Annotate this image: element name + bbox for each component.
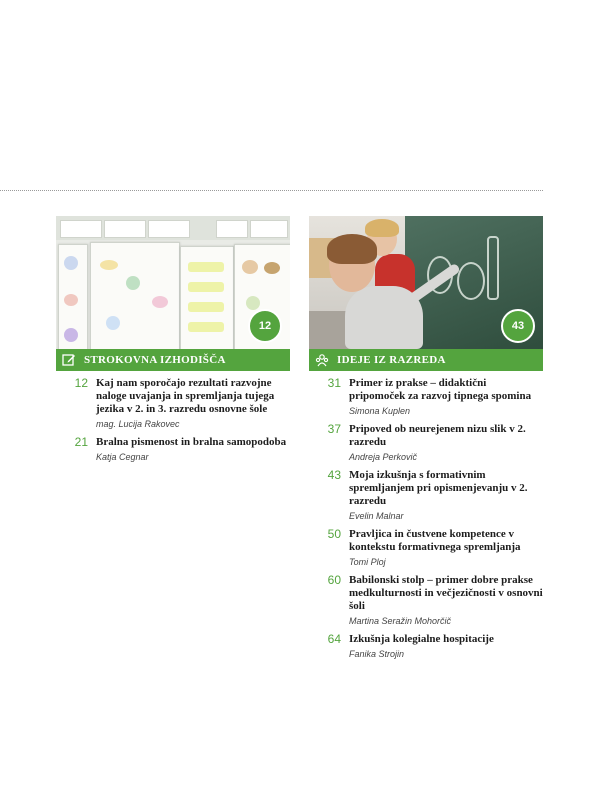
classroom-photo (309, 216, 543, 349)
worksheets-photo (56, 216, 290, 349)
article-author: Katja Cegnar (96, 452, 149, 462)
page-badge: 43 (501, 309, 535, 343)
section-title: STROKOVNA IZHODIŠČA (84, 354, 226, 366)
section-header (309, 349, 543, 371)
page-number: 43 (327, 468, 341, 482)
edit-icon (62, 353, 76, 367)
article-title: Kaj nam sporočajo rezultati razvojne naloge uvajanja in spremljanja tujega jezika v 2. in 3. razredu osnovne šole (96, 377, 275, 415)
article-author: Andreja Perkovič (349, 452, 418, 462)
article-title: Izkušnja kolegialne hospitacije (349, 633, 494, 645)
article-author: Tomi Ploj (349, 557, 386, 567)
toc-entry[interactable] (309, 377, 543, 416)
section-strokovna-izhodisca (56, 216, 290, 469)
page-badge: 12 (248, 309, 282, 343)
page-number: 21 (74, 435, 88, 449)
toc-entry[interactable] (309, 528, 543, 567)
page-number: 64 (327, 632, 341, 646)
article-author: Fanika Strojin (349, 649, 405, 659)
page-number: 12 (74, 376, 88, 390)
page-number: 37 (327, 422, 341, 436)
group-icon (315, 353, 329, 367)
section-header (56, 349, 290, 371)
article-author: Simona Kuplen (349, 406, 411, 416)
article-title: Babilonski stolp – primer dobre prakse medkulturnosti in večjezičnosti v osnovni šoli (349, 574, 543, 612)
toc-entry[interactable] (56, 377, 290, 429)
article-author: Martina Seražin Mohorčič (349, 616, 452, 626)
toc-entry[interactable] (309, 574, 543, 626)
toc-entry[interactable] (309, 469, 543, 521)
section-ideje-iz-razreda (309, 216, 543, 666)
toc-entry[interactable] (56, 436, 290, 462)
toc-entry[interactable] (309, 423, 543, 462)
article-title: Pripoved ob neurejenem nizu slik v 2. razredu (349, 423, 526, 448)
article-title: Bralna pismenost in bralna samopodoba (96, 436, 287, 448)
page-number: 31 (327, 376, 341, 390)
article-author: Evelin Malnar (349, 511, 404, 521)
toc-entry[interactable] (309, 633, 543, 659)
page-number: 60 (327, 573, 341, 587)
article-title: Moja izkušnja s formativnim spremljanjem pri opismenjevanju v 2. razredu (349, 469, 528, 507)
dotted-divider (0, 190, 543, 191)
article-title: Pravljica in čustvene kompetence v kontekstu formativnega spremljanja (349, 528, 521, 553)
article-author: mag. Lucija Rakovec (96, 419, 180, 429)
page-number: 50 (327, 527, 341, 541)
article-title: Primer iz prakse – didaktični pripomoček za razvoj tipnega spomina (349, 377, 532, 402)
section-title: IDEJE IZ RAZREDA (337, 354, 446, 366)
